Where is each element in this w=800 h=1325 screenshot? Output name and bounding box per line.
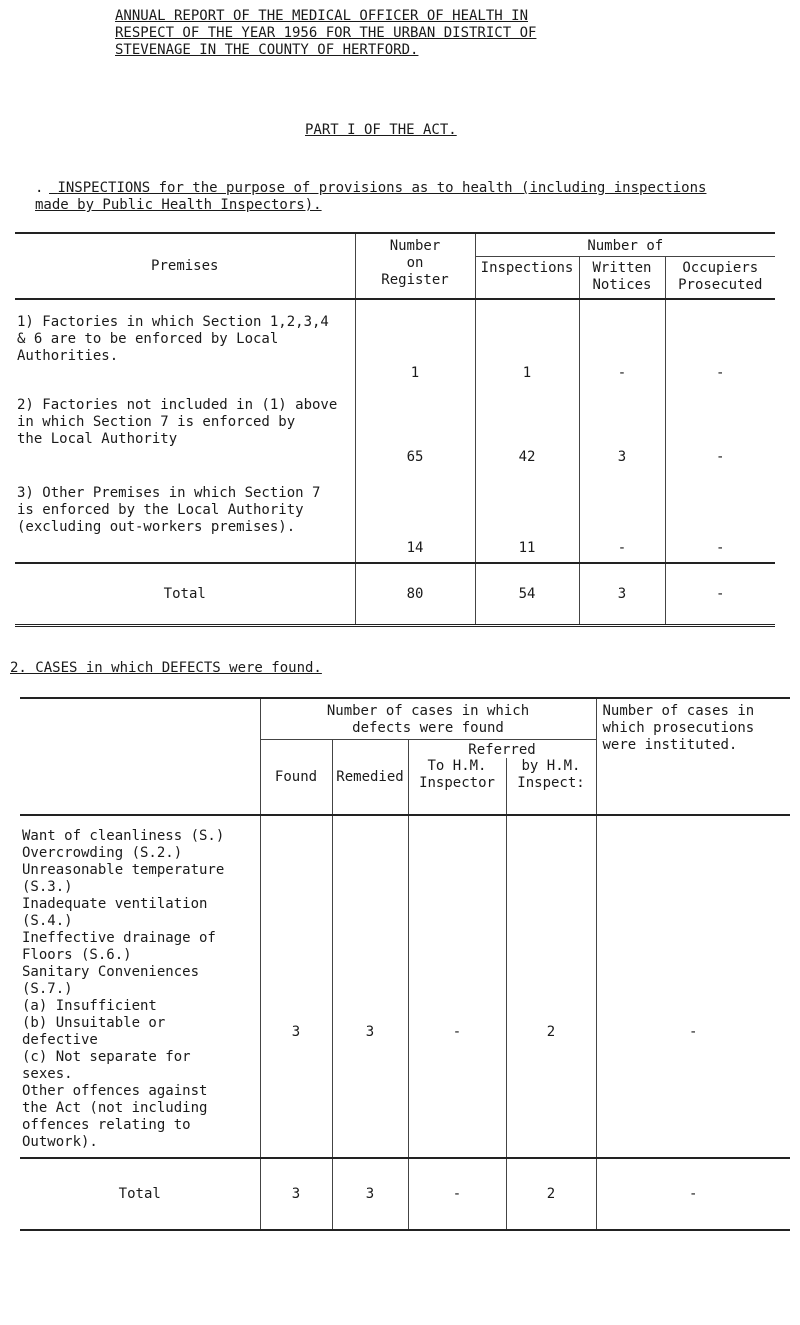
notices-value: - — [579, 299, 665, 387]
found-value: 3 — [260, 815, 332, 1158]
list-item: (c) Not separate for — [22, 1049, 191, 1065]
table-row — [15, 299, 775, 387]
total-remedied: 3 — [332, 1158, 408, 1230]
header-notices: Written Notices — [579, 257, 665, 300]
total-inspections: 54 — [475, 563, 579, 626]
list-item: (a) Insufficient — [22, 998, 157, 1014]
to-hm-value: - — [408, 815, 506, 1158]
header-premises: Premises — [15, 233, 355, 299]
header-referred: Referred — [408, 740, 596, 759]
occupiers-value: - — [665, 471, 775, 563]
total-notices: 3 — [579, 563, 665, 626]
total-row — [15, 563, 775, 626]
list-item: Want of cleanliness (S.) — [22, 828, 225, 844]
table-row — [20, 815, 790, 1158]
register-value: 65 — [355, 387, 475, 471]
occupiers-value: - — [665, 387, 775, 471]
total-found: 3 — [260, 1158, 332, 1230]
section1-line-2: made by Public Health Inspectors). — [35, 197, 322, 213]
remedied-value: 3 — [332, 815, 408, 1158]
header-inspections: Inspections — [475, 257, 579, 300]
notices-value: - — [579, 471, 665, 563]
list-item: defective — [22, 1032, 98, 1048]
total-label: Total — [15, 563, 355, 626]
inspections-value: 1 — [475, 299, 579, 387]
register-value: 1 — [355, 299, 475, 387]
inspections-value: 11 — [475, 471, 579, 563]
header-occupiers: Occupiers Prosecuted — [665, 257, 775, 300]
defects-table — [20, 697, 790, 1231]
list-item: Sanitary Conveniences — [22, 964, 200, 980]
list-item: Other offences against — [22, 1083, 208, 1099]
total-register: 80 — [355, 563, 475, 626]
header-remedied: Remedied — [332, 740, 408, 816]
header-line-3: STEVENAGE IN THE COUNTY OF HERTFORD. — [115, 42, 419, 58]
total-prosecutions: - — [596, 1158, 790, 1230]
list-item: Overcrowding (S.2.) — [22, 845, 183, 861]
header-cases: Number of cases in which defects were found — [260, 698, 596, 740]
notices-value: 3 — [579, 387, 665, 471]
table-row — [15, 387, 775, 471]
list-item: Inadequate ventilation — [22, 896, 208, 912]
inspections-table — [15, 232, 775, 627]
occupiers-value: - — [665, 299, 775, 387]
defects-list — [20, 815, 260, 1158]
total-occupiers: - — [665, 563, 775, 626]
list-item: Ineffective drainage of — [22, 930, 216, 946]
inspections-value: 42 — [475, 387, 579, 471]
header-to-hm: To H.M. Inspector — [408, 758, 506, 815]
header-register: Number on Register — [355, 233, 475, 299]
header-prosecutions: Number of cases in which prosecutions were instituted. — [596, 698, 790, 815]
list-item: the Act (not including — [22, 1100, 208, 1116]
total-row — [20, 1158, 790, 1230]
table-row — [15, 471, 775, 563]
section2-heading: 2. CASES in which DEFECTS were found. — [10, 660, 322, 676]
report-header — [115, 8, 715, 59]
prosecutions-value: - — [596, 815, 790, 1158]
list-item: sexes. — [22, 1066, 73, 1082]
section1-line-1: INSPECTIONS for the purpose of provisions as to health (including inspections — [57, 180, 707, 196]
header-by-hm: by H.M. Inspect: — [506, 758, 596, 815]
part-title: PART I OF THE ACT. — [305, 122, 457, 138]
total-to-hm: - — [408, 1158, 506, 1230]
header-blank — [20, 698, 260, 815]
section1-number: . — [35, 180, 44, 196]
list-item: (S.3.) — [22, 879, 73, 895]
header-line-1: ANNUAL REPORT OF THE MEDICAL OFFICER OF HEALTH IN — [115, 8, 529, 24]
list-item: (S.4.) — [22, 913, 73, 929]
header-found: Found — [260, 740, 332, 816]
premises-label: 3) Other Premises in which Section 7 is enforced by the Local Authority (excluding out-workers premises). — [17, 485, 321, 535]
total-label: Total — [20, 1158, 260, 1230]
section1-heading — [35, 180, 795, 214]
list-item: Outwork). — [22, 1134, 98, 1150]
list-item: offences relating to — [22, 1117, 191, 1133]
list-item: (b) Unsuitable or — [22, 1015, 166, 1031]
total-by-hm: 2 — [506, 1158, 596, 1230]
list-item: Floors (S.6.) — [22, 947, 132, 963]
premises-label: 1) Factories in which Section 1,2,3,4 & 6 are to be enforced by Local Authorities. — [17, 314, 329, 364]
header-number-of: Number of — [475, 233, 775, 257]
list-item: (S.7.) — [22, 981, 73, 997]
header-line-2: RESPECT OF THE YEAR 1956 FOR THE URBAN DISTRICT OF — [115, 25, 537, 41]
premises-label: 2) Factories not included in (1) above in which Section 7 is enforced by the Local Authority — [17, 397, 338, 447]
list-item: Unreasonable temperature — [22, 862, 225, 878]
by-hm-value: 2 — [506, 815, 596, 1158]
register-value: 14 — [355, 471, 475, 563]
